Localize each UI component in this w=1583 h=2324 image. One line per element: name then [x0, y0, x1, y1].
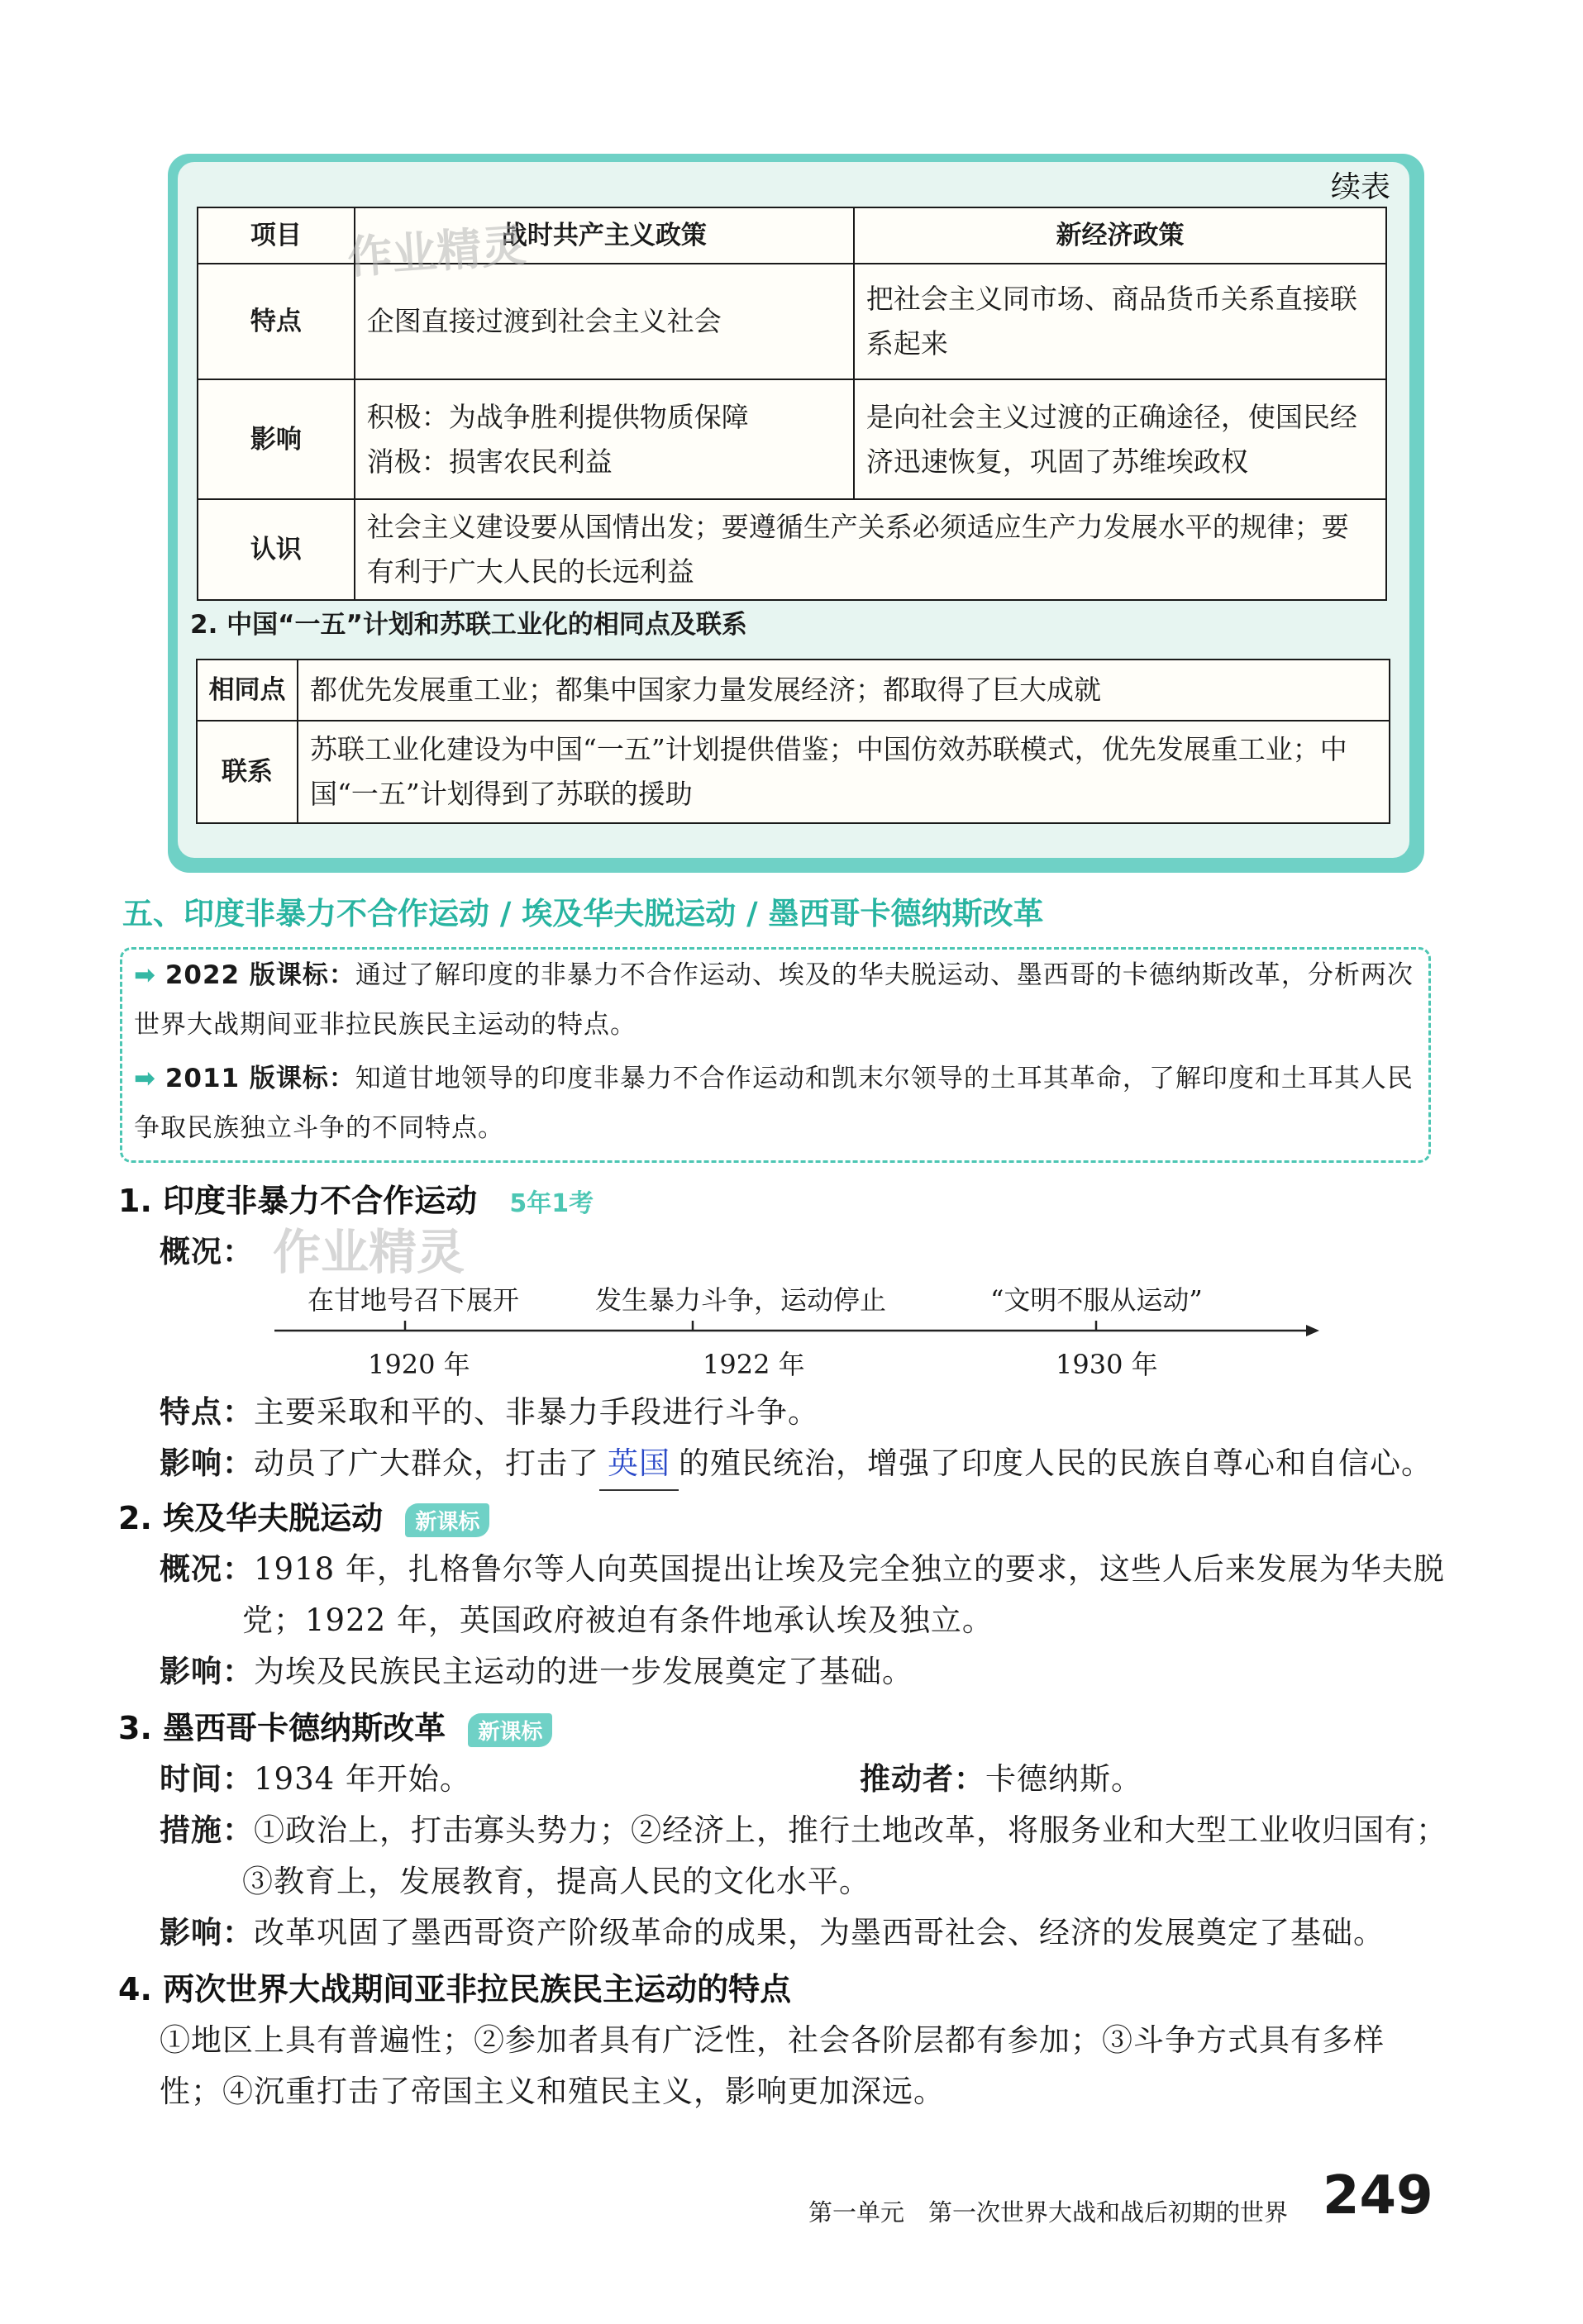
mexico-measures — [160, 1805, 1447, 1856]
exam-frequency-tag: 5年1考 — [509, 1189, 594, 1218]
continued-label: 续表 — [1330, 170, 1390, 204]
egypt-overview — [160, 1544, 1445, 1595]
watermark: 作业精灵 — [273, 1224, 465, 1280]
timeline-event: 发生暴力斗争，运动停止 — [595, 1284, 887, 1316]
promoter-label: 推动者： — [860, 1761, 985, 1797]
standard-2022 — [134, 950, 1415, 1050]
feature-text: 主要采取和平的、非暴力手段进行斗争。 — [254, 1394, 819, 1430]
timeline-axis — [273, 1319, 1323, 1344]
overview-label: 概况： — [160, 1234, 254, 1269]
timeline-year: 1922 年 — [703, 1349, 805, 1380]
section-title: 五、印度非暴力不合作运动 / 埃及华夫脱运动 / 墨西哥卡德纳斯改革 — [122, 896, 1044, 931]
overview-text: 1918 年，扎格鲁尔等人向英国提出让埃及完全独立的要求，这些人后来发展为华夫脱 — [254, 1551, 1445, 1587]
header-nep: 新经济政策 — [854, 207, 1386, 264]
standard-label: 2011 版课标： — [164, 1064, 355, 1093]
page-number: 249 — [1323, 2165, 1433, 2226]
measures-text: ①政治上，打击寡头势力；②经济上，推行土地改革，将服务业和大型工业收归国有； — [254, 1812, 1447, 1848]
cell-war-communism-impact — [355, 379, 854, 499]
impact-text: 的殖民统治，增强了印度人民的民族自尊心和自信心。 — [679, 1445, 1433, 1481]
watermark: 作业精灵 — [346, 219, 528, 284]
cell-war-communism-feature: 企图直接过渡到社会主义社会 — [355, 264, 854, 379]
arrow-icon: ➡ — [134, 1064, 156, 1093]
measures-label: 措施： — [160, 1812, 254, 1848]
row-label-similarity: 相同点 — [197, 660, 298, 721]
footer-unit: 第一单元 第一次世界大战和战后初期的世界 — [808, 2198, 1289, 2226]
timeline-year: 1920 年 — [368, 1349, 470, 1380]
header-item: 项目 — [198, 207, 355, 264]
mexico-measures-cont: ③教育上，发展教育，提高人民的文化水平。 — [242, 1864, 870, 1899]
cell-understanding: 社会主义建设要从国情出发；要遵循生产关系必须适应生产力发展水平的规律；要有利于广大人民的长远利益 — [355, 499, 1386, 600]
impact-negative: 消极：损害农民利益 — [366, 445, 613, 478]
impact-text: 改革巩固了墨西哥资产阶级革命的成果，为墨西哥社会、经济的发展奠定了基础。 — [254, 1915, 1385, 1950]
timeline-event: 在甘地号召下展开 — [308, 1284, 520, 1316]
feature-label: 特点： — [160, 1394, 254, 1430]
promoter-text: 卡德纳斯。 — [985, 1761, 1142, 1797]
impact-label: 影响： — [160, 1445, 254, 1481]
new-standard-badge: 新课标 — [405, 1503, 489, 1537]
subsection-title: 2. 中国“一五”计划和苏联工业化的相同点及联系 — [190, 610, 747, 640]
cell-nep-impact: 是向社会主义过渡的正确途径，使国民经济迅速恢复，巩固了苏维埃政权 — [854, 379, 1386, 499]
cell-nep-feature: 把社会主义同市场、商品货币关系直接联系起来 — [854, 264, 1386, 379]
heading-mexico — [118, 1703, 552, 1748]
heading-text: 2. 埃及华夫脱运动 — [118, 1500, 384, 1536]
impact-positive: 积极：为战争胜利提供物质保障 — [366, 400, 749, 433]
india-feature — [160, 1387, 819, 1438]
answer-blank: 英国 — [599, 1438, 679, 1491]
standard-text: 通过了解印度的非暴力不合作运动、埃及的华夫脱运动、墨西哥的卡德纳斯改革，分析两次世界大战期间亚非拉民族民主运动的特点。 — [134, 960, 1414, 1040]
heading-text: 3. 墨西哥卡德纳斯改革 — [118, 1710, 446, 1746]
mexico-promoter — [860, 1754, 1142, 1805]
india-impact — [160, 1438, 1433, 1491]
mexico-time — [160, 1754, 471, 1805]
impact-text: 动员了广大群众，打击了 — [254, 1445, 599, 1481]
impact-label: 影响： — [160, 1654, 254, 1689]
row-label-connection: 联系 — [197, 721, 298, 823]
egypt-impact — [160, 1646, 913, 1698]
characteristics-line: ①地区上具有普遍性；②参加者具有广泛性，社会各阶层都有参加；③斗争方式具有多样 — [160, 2022, 1385, 2058]
heading-text: 1. 印度非暴力不合作运动 — [118, 1183, 478, 1219]
table-row — [198, 379, 1386, 499]
impact-label: 影响： — [160, 1915, 254, 1950]
table-row — [197, 660, 1390, 721]
row-label-understanding: 认识 — [198, 499, 355, 600]
standard-label: 2022 版课标： — [164, 960, 355, 990]
table-row — [198, 499, 1386, 600]
heading-characteristics: 4. 两次世界大战期间亚非拉民族民主运动的特点 — [118, 1971, 792, 2007]
characteristics-line: 性；④沉重打击了帝国主义和殖民主义，影响更加深远。 — [160, 2074, 945, 2109]
header-war-communism: 战时共产主义政策 — [355, 207, 854, 264]
cell-connection: 苏联工业化建设为中国“一五”计划提供借鉴；中国仿效苏联模式，优先发展重工业；中国“一五”计划得到了苏联的援助 — [298, 721, 1390, 823]
time-label: 时间： — [160, 1761, 254, 1797]
egypt-overview-cont: 党；1922 年，英国政府被迫有条件地承认埃及独立。 — [242, 1603, 994, 1638]
timeline-year: 1930 年 — [1056, 1349, 1158, 1380]
impact-text: 为埃及民族民主运动的进一步发展奠定了基础。 — [254, 1654, 913, 1689]
mexico-impact — [160, 1907, 1385, 1959]
cell-similarity: 都优先发展重工业；都集中国家力量发展经济；都取得了巨大成就 — [298, 660, 1390, 721]
heading-egypt — [118, 1493, 489, 1538]
table-row — [197, 721, 1390, 823]
overview-label: 概况： — [160, 1551, 254, 1587]
standard-text: 知道甘地领导的印度非暴力不合作运动和凯末尔领导的土耳其革命，了解印度和土耳其人民争取民族独立斗争的不同特点。 — [134, 1064, 1414, 1143]
standard-2011 — [134, 1054, 1415, 1153]
new-standard-badge: 新课标 — [468, 1713, 552, 1747]
timeline-event: “文明不服从运动” — [990, 1284, 1203, 1316]
row-label-impact: 影响 — [198, 379, 355, 499]
row-label-feature: 特点 — [198, 264, 355, 379]
comparison-table-2 — [196, 659, 1390, 824]
time-text: 1934 年开始。 — [254, 1761, 471, 1797]
arrow-icon: ➡ — [134, 960, 156, 990]
